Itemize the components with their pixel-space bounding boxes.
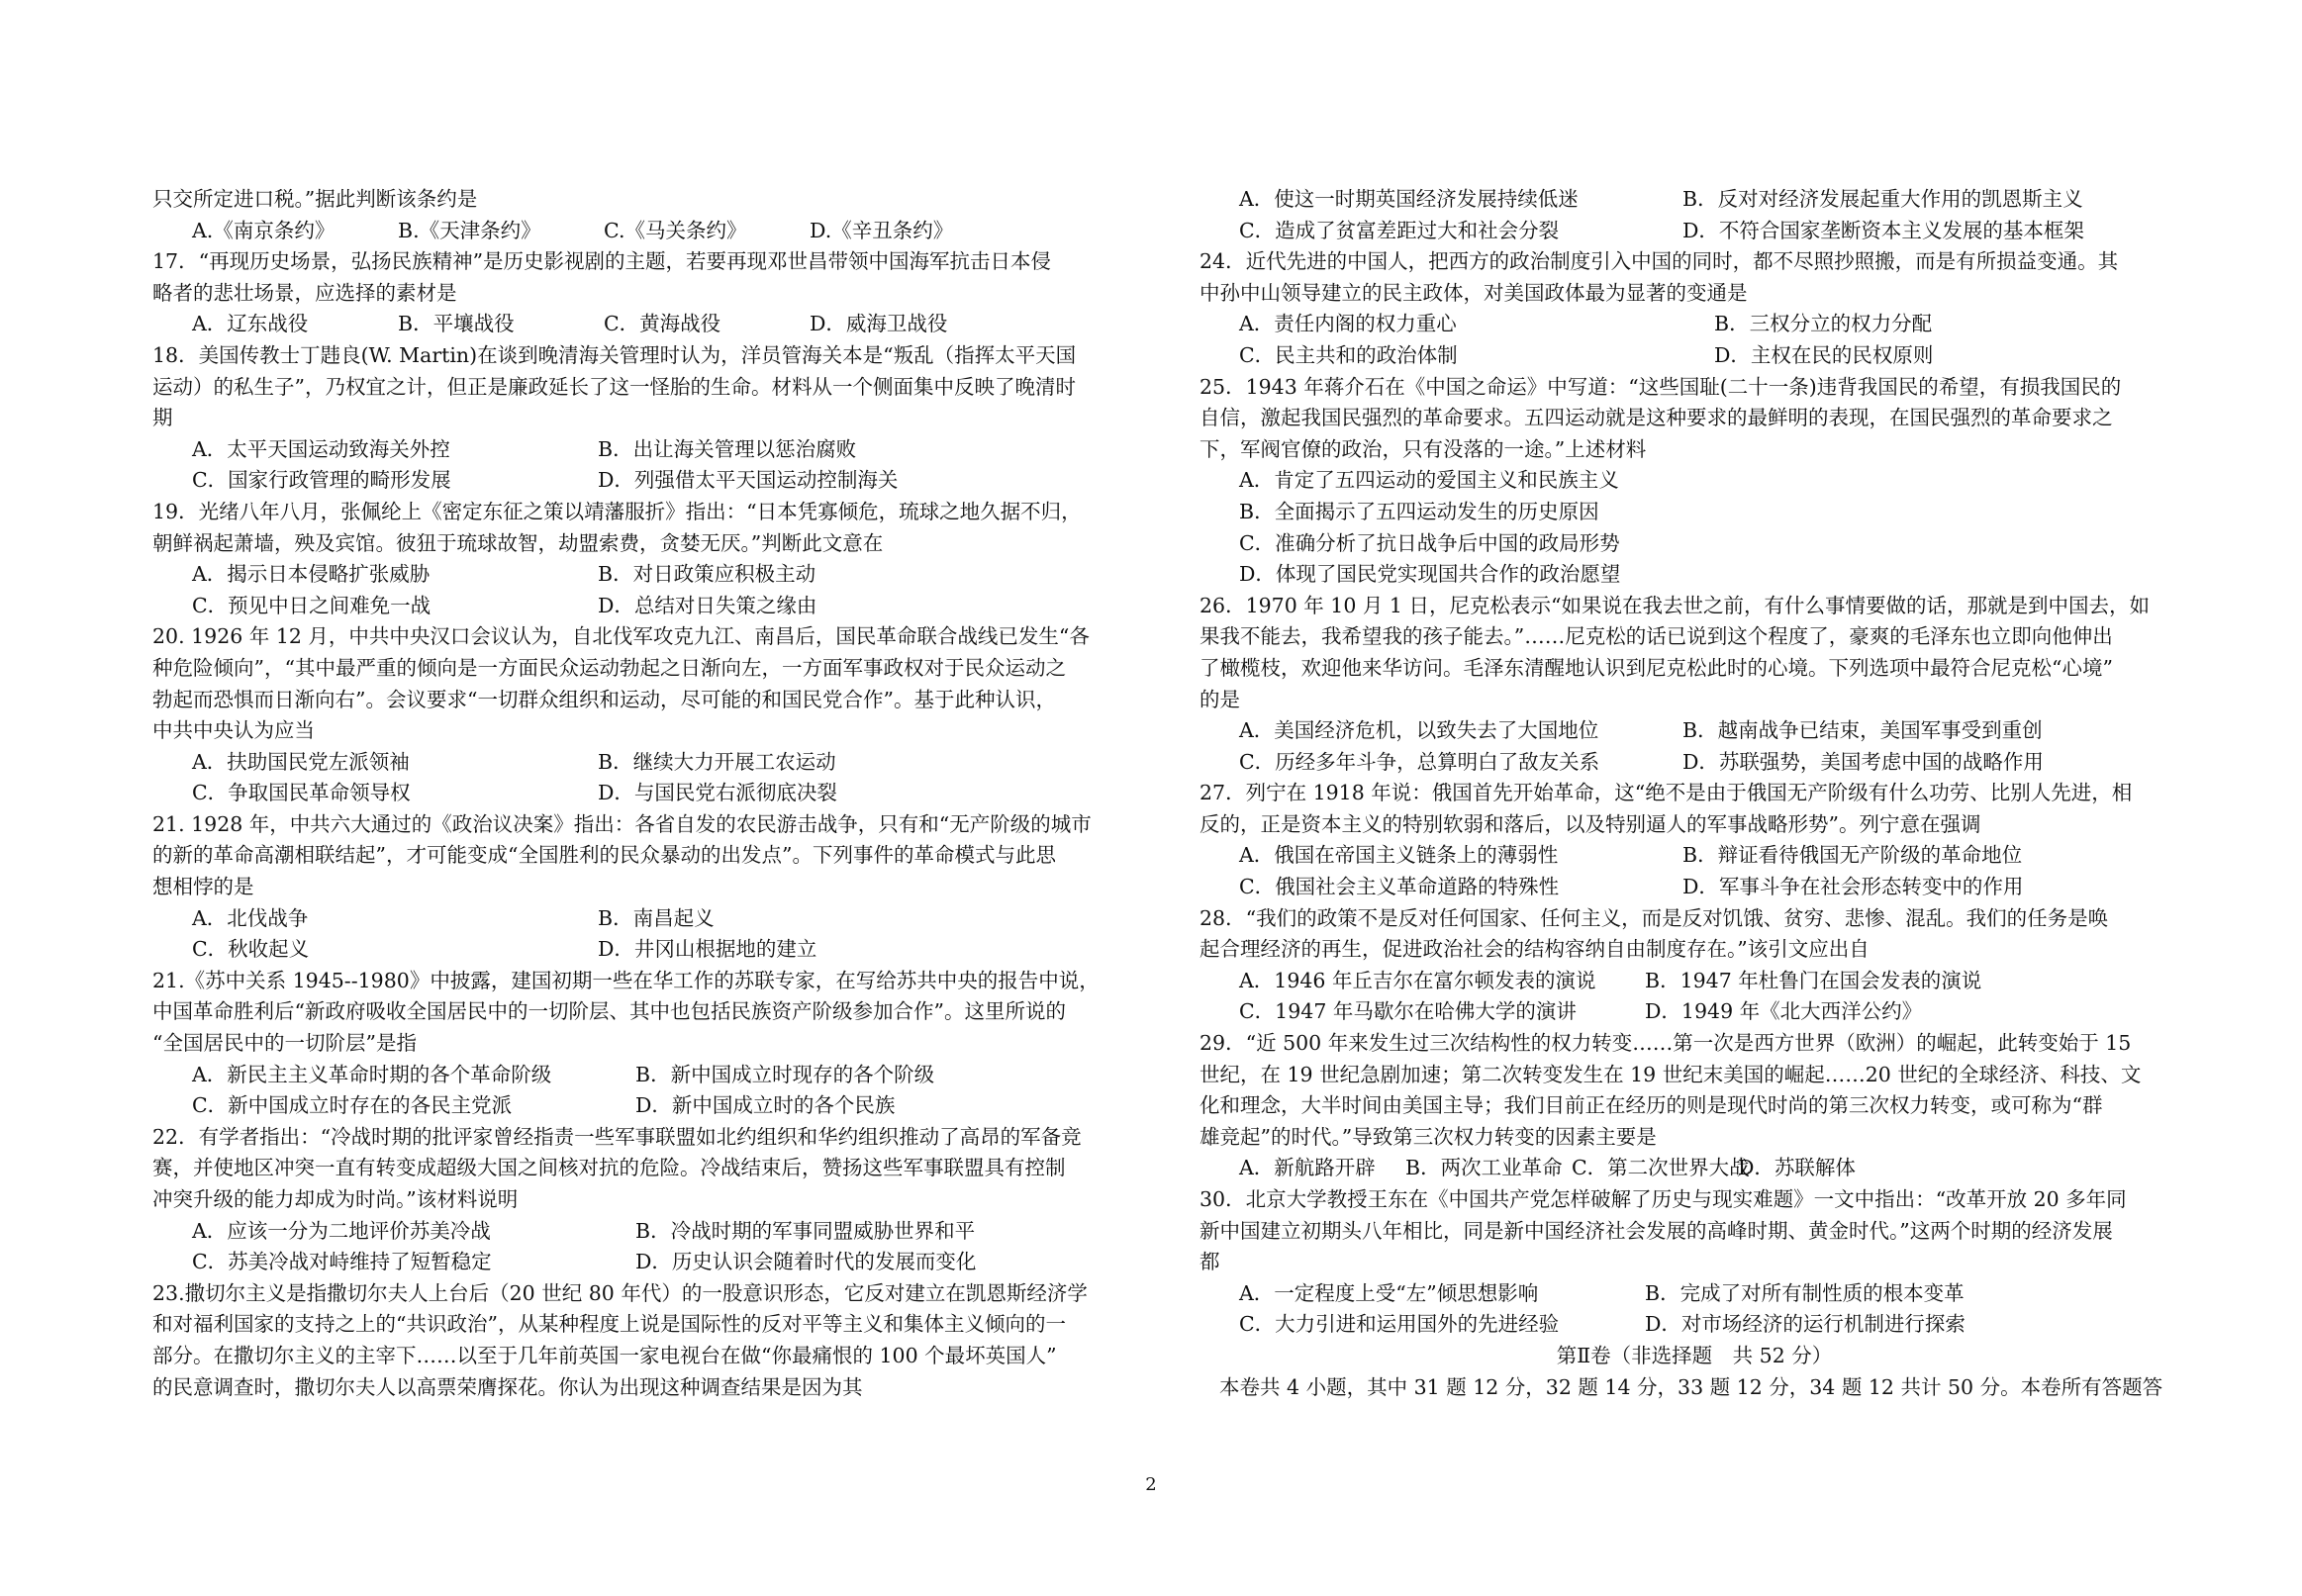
option-row: [1199, 747, 2189, 779]
text-line: 中共中央认为应当: [152, 718, 315, 743]
answer-option: D．不符合国家垄断资本主义发展的基本框架: [1682, 218, 2084, 242]
answer-option: B．两次工业革命: [1405, 1156, 1563, 1180]
answer-option: A．新民主主义革命时期的各个革命阶级: [192, 1062, 552, 1086]
answer-option: D．苏联强势，美国考虑中国的战略作用: [1682, 749, 2044, 774]
answer-option: D．主权在民的民权原则: [1714, 342, 1934, 367]
text-line: 29．“近 500 年来发生过三次结构性的权力转变……第一次是西方世界（欧洲）的崛起，此转变始于 15: [1199, 1031, 2132, 1056]
right-column: [1199, 184, 2189, 1403]
answer-option: D．1949 年《北大西洋公约》: [1645, 999, 1923, 1024]
text-line: 都: [1199, 1250, 1220, 1274]
option-row: [1199, 840, 2189, 872]
text-line: “全国居民中的一切阶层”是指: [152, 1031, 417, 1056]
text-line: 21.《苏中关系 1945--1980》中披露，建国初期一些在华工作的苏联专家，在写给苏共中央的报告中说，: [152, 968, 1100, 992]
option-row: [1199, 184, 2189, 216]
text-line: 17．“再现历史场景，弘扬民族精神”是历史影视剧的主题，若要再现邓世昌带领中国海军抗击日本侵: [152, 249, 1052, 274]
option-row: [152, 934, 1144, 966]
text-line: A．肯定了五四运动的爱国主义和民族主义: [1239, 468, 1619, 493]
text-line: 下，军阀官僚的政治，只有没落的一途。”上述材料: [1199, 436, 1647, 461]
text-line: 雄竞起”的时代。”导致第三次权力转变的因素主要是: [1199, 1124, 1657, 1149]
option-row: [152, 216, 1144, 247]
text-line: 种危险倾向”，“其中最严重的倾向是一方面民众运动勃起之日渐向左，一方面军事政权对于民众运动之: [152, 655, 1066, 680]
answer-option: B．1947 年杜鲁门在国会发表的演说: [1645, 968, 1982, 992]
text-line: 的民意调查时，撒切尔夫人以高票荣膺探花。你认为出现这种调查结果是因为其: [152, 1374, 863, 1399]
text-line: 本卷共 4 小题，其中 31 题 12 分，32 题 14 分，33 题 12 分，34 题 12 共计 50 分。本卷所有答题答: [1219, 1374, 2163, 1399]
answer-option: D．列强借太平天国运动控制海关: [598, 468, 899, 493]
text-line: 18．美国传教士丁韪良(W. Martin)在谈到晚清海关管理时认为，洋员管海关本是“叛乱（指挥太平天国: [152, 342, 1077, 367]
text-line: 26．1970 年 10 月 1 日，尼克松表示“如果说在我去世之前，有什么事情要做的话，那就是到中国去，如: [1199, 593, 2150, 617]
answer-option: C．历经多年斗争，总算明白了敌友关系: [1239, 749, 1600, 774]
option-row: [1199, 872, 2189, 903]
answer-option: B．新中国成立时现存的各个阶级: [635, 1062, 935, 1086]
answer-option: A．辽东战役: [192, 312, 309, 336]
text-line: 19．光绪八年八月，张佩纶上《密定东征之策以靖藩服折》指出：“日本凭寡倾危，琉球之地久据不归，: [152, 499, 1082, 523]
answer-option: D．威海卫战役: [810, 312, 948, 336]
text-line: 略者的悲壮场景，应选择的素材是: [152, 280, 457, 305]
answer-option: A．一定程度上受“左”倾思想影响: [1239, 1280, 1539, 1305]
text-line: 的是: [1199, 687, 1240, 711]
answer-option: B.《天津条约》: [398, 218, 541, 242]
answer-option: B．完成了对所有制性质的根本变革: [1645, 1280, 1965, 1305]
text-line: 冲突升级的能力却成为时尚。”该材料说明: [152, 1187, 519, 1211]
option-row: [1199, 309, 2189, 340]
answer-option: A．美国经济危机，以致失去了大国地位: [1239, 718, 1599, 743]
option-row: [1199, 340, 2189, 372]
option-row: [152, 903, 1144, 935]
text-line: 27．列宁在 1918 年说：俄国首先开始革命，这“绝不是由于俄国无产阶级有什么功劳、比别人先进，相: [1199, 781, 2133, 805]
text-line: 朝鲜祸起萧墙，殃及宾馆。彼狃于琉球故智，劫盟索费，贪婪无厌。”判断此文意在: [152, 530, 884, 555]
answer-option: C．黄海战役: [604, 312, 721, 336]
option-row: [1199, 715, 2189, 747]
answer-option: D.《辛丑条约》: [810, 218, 954, 242]
option-row: [152, 434, 1144, 466]
answer-option: C．造成了贫富差距过大和社会分裂: [1239, 218, 1560, 242]
page-number: 2: [1145, 1474, 1157, 1495]
text-line: 的新的革命高潮相联结起”，才可能变成“全国胜利的民众暴动的出发点”。下列事件的革命模式与此思: [152, 843, 1056, 868]
section-heading: 第Ⅱ卷（非选择题 共 52 分）: [1556, 1343, 1833, 1367]
answer-option: A.《南京条约》: [192, 218, 336, 242]
text-line: 23.撒切尔主义是指撒切尔夫人上台后（20 世纪 80 年代）的一股意识形态，它反对建立在凯恩斯经济学: [152, 1280, 1088, 1305]
text-line: 赛，并使地区冲突一直有转变成超级大国之间核对抗的危险。冷战结束后，赞扬这些军事联盟具有控制: [152, 1156, 1066, 1180]
text-line: 世纪，在 19 世纪急剧加速；第二次转变发生在 19 世纪末美国的崛起……20 世纪的全球经济、科技、文: [1199, 1062, 2142, 1086]
answer-option: C．民主共和的政治体制: [1239, 342, 1458, 367]
answer-option: D．新中国成立时的各个民族: [635, 1093, 896, 1118]
text-line: B．全面揭示了五四运动发生的历史原因: [1239, 499, 1599, 523]
answer-option: D．对市场经济的运行机制进行探索: [1645, 1312, 1966, 1337]
option-row: [152, 309, 1144, 340]
answer-option: D．苏联解体: [1738, 1156, 1856, 1180]
text-line: 中孙中山领导建立的民主政体，对美国政体最为显著的变通是: [1199, 280, 1748, 305]
answer-option: C.《马关条约》: [604, 218, 747, 242]
answer-option: D．井冈山根据地的建立: [598, 937, 817, 962]
text-line: 了橄榄枝，欢迎他来华访问。毛泽东清醒地认识到尼克松此时的心境。下列选项中最符合尼克松“心境”: [1199, 655, 2113, 680]
text-line: 22．有学者指出：“冷战时期的批评家曾经指责一些军事联盟如北约组织和华约组织推动了高昂的军备竞: [152, 1124, 1082, 1149]
answer-option: C．苏美冷战对峙维持了短暂稳定: [192, 1250, 492, 1274]
text-line: 20. 1926 年 12 月，中共中央汉口会议认为，自北伐军攻克九江、南昌后，国民革命联合战线已发生“各: [152, 624, 1090, 649]
text-line: 勃起而恐惧而日渐向右”。会议要求“一切群众组织和运动，尽可能的和国民党合作”。基于此种认识，: [152, 687, 1056, 711]
option-row: [152, 1247, 1144, 1278]
answer-option: B．辩证看待俄国无产阶级的革命地位: [1682, 843, 2023, 868]
option-row: [1199, 1278, 2189, 1310]
answer-option: B．反对对经济发展起重大作用的凯恩斯主义: [1682, 187, 2083, 211]
text-line: 期: [152, 406, 173, 430]
answer-option: A．应该一分为二地评价苏美冷战: [192, 1218, 491, 1243]
answer-option: C．俄国社会主义革命道路的特殊性: [1239, 875, 1560, 899]
answer-option: D．军事斗争在社会形态转变中的作用: [1682, 875, 2024, 899]
text-line: 部分。在撒切尔主义的主宰下……以至于几年前英国一家电视台在做“你最痛恨的 100 个最坏英国人”: [152, 1343, 1057, 1367]
answer-option: B．南昌起义: [598, 905, 715, 930]
left-column: [152, 184, 1144, 1403]
text-line: 30．北京大学教授王东在《中国共产党怎样破解了历史与现实难题》一文中指出：“改革开放 20 多年同: [1199, 1187, 2127, 1211]
option-row: [152, 591, 1144, 622]
answer-option: C．1947 年马歇尔在哈佛大学的演讲: [1239, 999, 1577, 1024]
option-row: [152, 1060, 1144, 1091]
option-row: [152, 1090, 1144, 1122]
text-line: 自信，激起我国民强烈的革命要求。五四运动就是这种要求的最鲜明的表现，在国民强烈的革命要求之: [1199, 406, 2113, 430]
answer-option: C．大力引进和运用国外的先进经验: [1239, 1312, 1560, 1337]
option-row: [152, 465, 1144, 497]
option-row: [1199, 966, 2189, 997]
option-row: [1199, 996, 2189, 1028]
answer-option: C．国家行政管理的畸形发展: [192, 468, 451, 493]
answer-option: A．揭示日本侵略扩张威胁: [192, 562, 431, 587]
answer-option: A．1946 年丘吉尔在富尔顿发表的演说: [1239, 968, 1596, 992]
text-line: 中国革命胜利后“新政府吸收全国居民中的一切阶层、其中也包括民族资产阶级参加合作”。这里所说的: [152, 999, 1066, 1024]
text-line: 化和理念，大半时间由美国主导；我们目前正在经历的则是现代时尚的第三次权力转变，或可称为“群: [1199, 1093, 2103, 1118]
answer-option: A．新航路开辟: [1239, 1156, 1376, 1180]
answer-option: A．北伐战争: [192, 905, 309, 930]
text-line: 运动）的私生子”，乃权宜之计，但正是廉政延长了这一怪胎的生命。材料从一个侧面集中反映了晚清时: [152, 374, 1076, 399]
text-line: 新中国建立初期头八年相比，同是新中国经济社会发展的高峰时期、黄金时代。”这两个时期的经济发展: [1199, 1218, 2113, 1243]
answer-option: B．对日政策应积极主动: [598, 562, 816, 587]
option-row: [152, 1216, 1144, 1248]
answer-option: A．俄国在帝国主义链条上的薄弱性: [1239, 843, 1559, 868]
text-line: 起合理经济的再生，促进政治社会的结构容纳自由制度存在。”该引文应出自: [1199, 937, 1870, 962]
text-line: 想相悖的是: [152, 875, 254, 899]
text-line: 25．1943 年蒋介石在《中国之命运》中写道：“这些国耻(二十一条)违背我国民的希望，有损我国民的: [1199, 374, 2122, 399]
answer-option: C．预见中日之间难免一战: [192, 593, 432, 617]
answer-option: D．与国民党右派彻底决裂: [598, 781, 837, 805]
answer-option: C．第二次世界大战: [1572, 1156, 1750, 1180]
answer-option: C．争取国民革命领导权: [192, 781, 411, 805]
option-row: [152, 559, 1144, 591]
text-line: 24．近代先进的中国人，把西方的政治制度引入中国的同时，都不尽照抄照搬，而是有所损益变通。其: [1199, 249, 2119, 274]
answer-option: A．责任内阁的权力重心: [1239, 312, 1457, 336]
answer-option: B．继续大力开展工农运动: [598, 749, 836, 774]
answer-option: A．太平天国运动致海关外控: [192, 436, 450, 461]
option-row: [1199, 1309, 2189, 1341]
text-line: 和对福利国家的支持之上的“共识政治”，从某种程度上说是国际性的反对平等主义和集体主义倾向的一: [152, 1312, 1066, 1337]
answer-option: C．秋收起义: [192, 937, 310, 962]
answer-option: B．平壤战役: [398, 312, 515, 336]
text-line: 28．“我们的政策不是反对任何国家、任何主义，而是反对饥饿、贫穷、悲惨、混乱。我们的任务是唤: [1199, 905, 2109, 930]
answer-option: A．使这一时期英国经济发展持续低迷: [1239, 187, 1579, 211]
text-line: 反的，正是资本主义的特别软弱和落后，以及特别逼人的军事战略形势”。列宁意在强调: [1199, 811, 1981, 836]
answer-option: B．出让海关管理以惩治腐败: [598, 436, 857, 461]
answer-option: B．三权分立的权力分配: [1714, 312, 1933, 336]
text-line: D．体现了国民党实现国共合作的政治愿望: [1239, 562, 1621, 587]
text-line: 只交所定进口税。”据此判断该条约是: [152, 187, 478, 211]
answer-option: C．新中国成立时存在的各民主党派: [192, 1093, 513, 1118]
answer-option: A．扶助国民党左派领袖: [192, 749, 410, 774]
text-line: 21. 1928 年，中共六大通过的《政治议决案》指出：各省自发的农民游击战争，只有和“无产阶级的城市: [152, 811, 1092, 836]
answer-option: B．冷战时期的军事同盟威胁世界和平: [635, 1218, 976, 1243]
answer-option: D．总结对日失策之缘由: [598, 593, 817, 617]
text-line: 果我不能去，我希望我的孩子能去。”……尼克松的话已说到这个程度了，豪爽的毛泽东也立即向他伸出: [1199, 624, 2113, 649]
answer-option: D．历史认识会随着时代的发展而变化: [635, 1250, 977, 1274]
option-row: [152, 778, 1144, 809]
option-row: [1199, 1153, 2189, 1184]
answer-option: B．越南战争已结束，美国军事受到重创: [1682, 718, 2043, 743]
option-row: [152, 747, 1144, 779]
option-row: [1199, 216, 2189, 247]
text-line: C．准确分析了抗日战争后中国的政局形势: [1239, 530, 1620, 555]
